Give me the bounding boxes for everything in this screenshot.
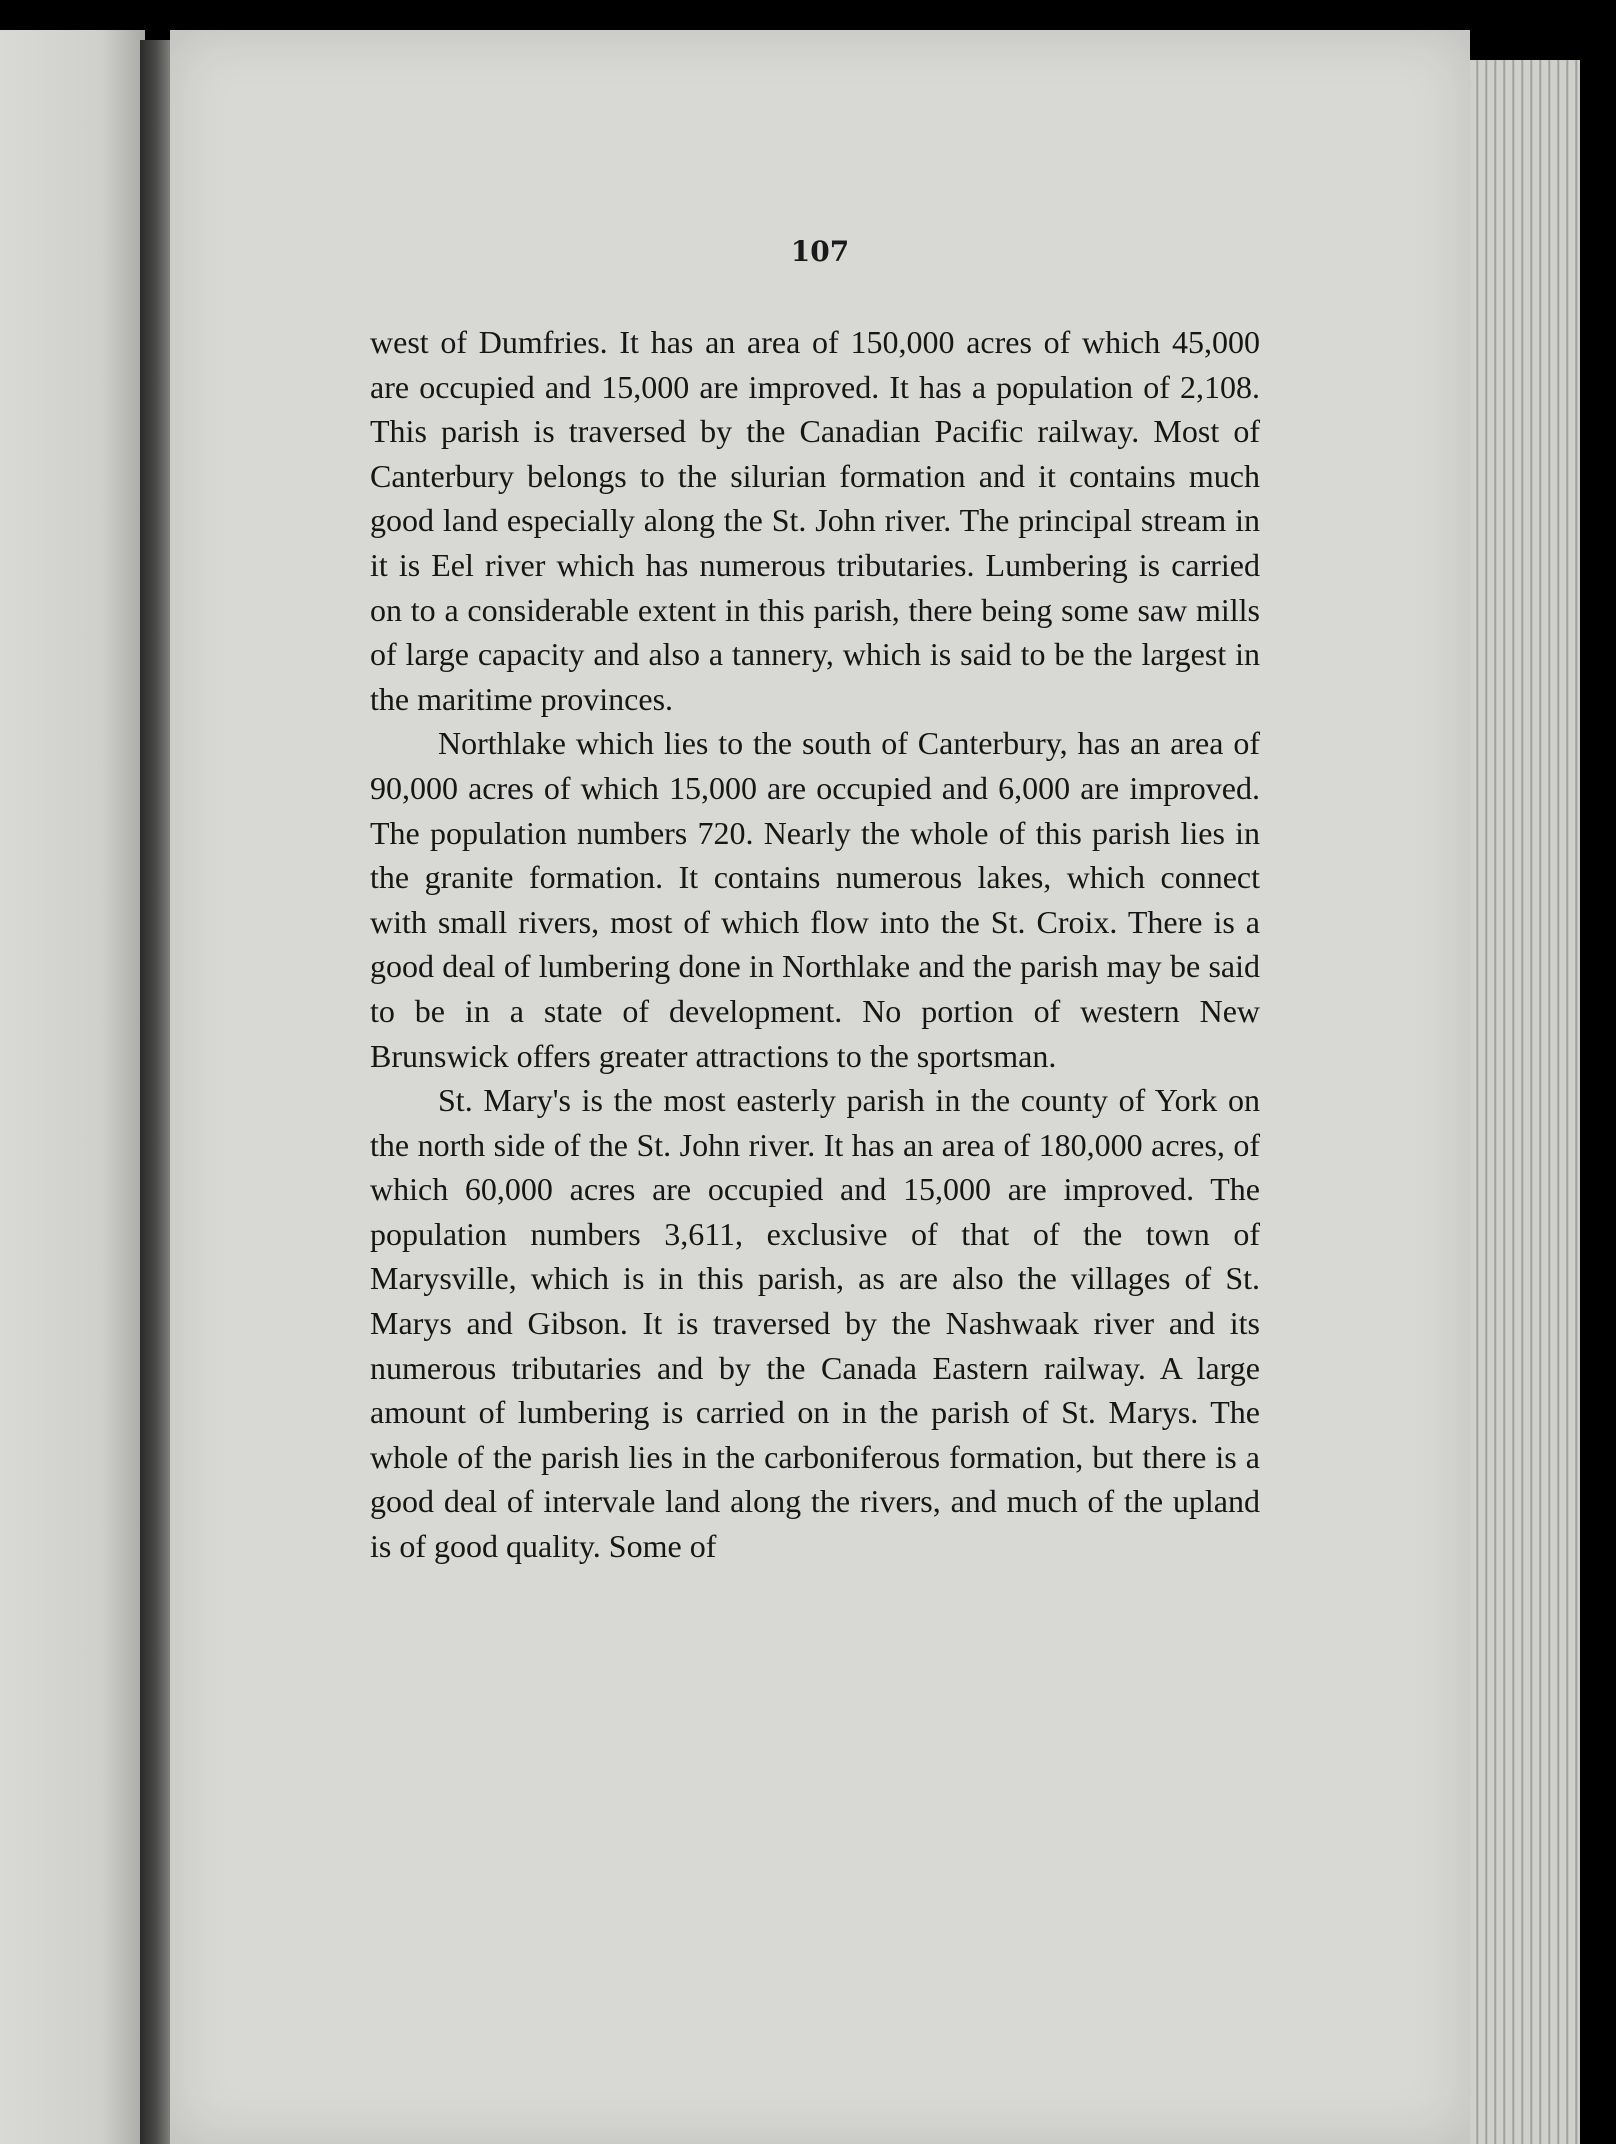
book-page bbox=[170, 30, 1470, 2144]
left-page-edge bbox=[0, 30, 145, 2144]
paragraph-3: St. Mary's is the most easterly parish in the county of York on the north side of the St. John river. It has an area of 180,000 acres, of which 60,000 acres are occupied and 15,000 are improved. The population numbers 3,611, exclusive of that of the town of Marysville, which is in this parish, as are also the villages of St. Marys and Gibson. It is traversed by the Nashwaak river and its numerous tributaries and by the Canada Eastern railway. A large amount of lumbering is carried on in the parish of St. Marys. The whole of the parish lies in the carboniferous formation, but there is a good deal of intervale land along the rivers, and much of the upland is of good quality. Some of bbox=[370, 1082, 1260, 1565]
stacked-page-edges bbox=[1470, 60, 1580, 2144]
page-body-text bbox=[370, 320, 1260, 1569]
paragraph-2: Northlake which lies to the south of Canterbury, has an area of 90,000 acres of which 15,000 are occupied and 6,000 are improved. The population numbers 720. Nearly the whole of this parish lies in the granite formation. It contains numerous lakes, which connect with small rivers, most of which flow into the St. Croix. There is a good deal of lumbering done in Northlake and the parish may be said to be in a state of development. No portion of western New Brunswick offers greater attractions to the sportsman. bbox=[370, 725, 1260, 1074]
page-number: 107 bbox=[790, 235, 850, 268]
paragraph-1: west of Dumfries. It has an area of 150,000 acres of which 45,000 are occupied and 15,000 are improved. It has a population of 2,108. This parish is traversed by the Canadian Pacific railway. Most of Canterbury belongs to the silurian formation and it contains much good land especially along the St. John river. The principal stream in it is Eel river which has numerous tributaries. Lumbering is carried on to a considerable extent in this parish, there being some saw mills of large capacity and also a tannery, which is said to be the largest in the maritime provinces. bbox=[370, 324, 1260, 717]
